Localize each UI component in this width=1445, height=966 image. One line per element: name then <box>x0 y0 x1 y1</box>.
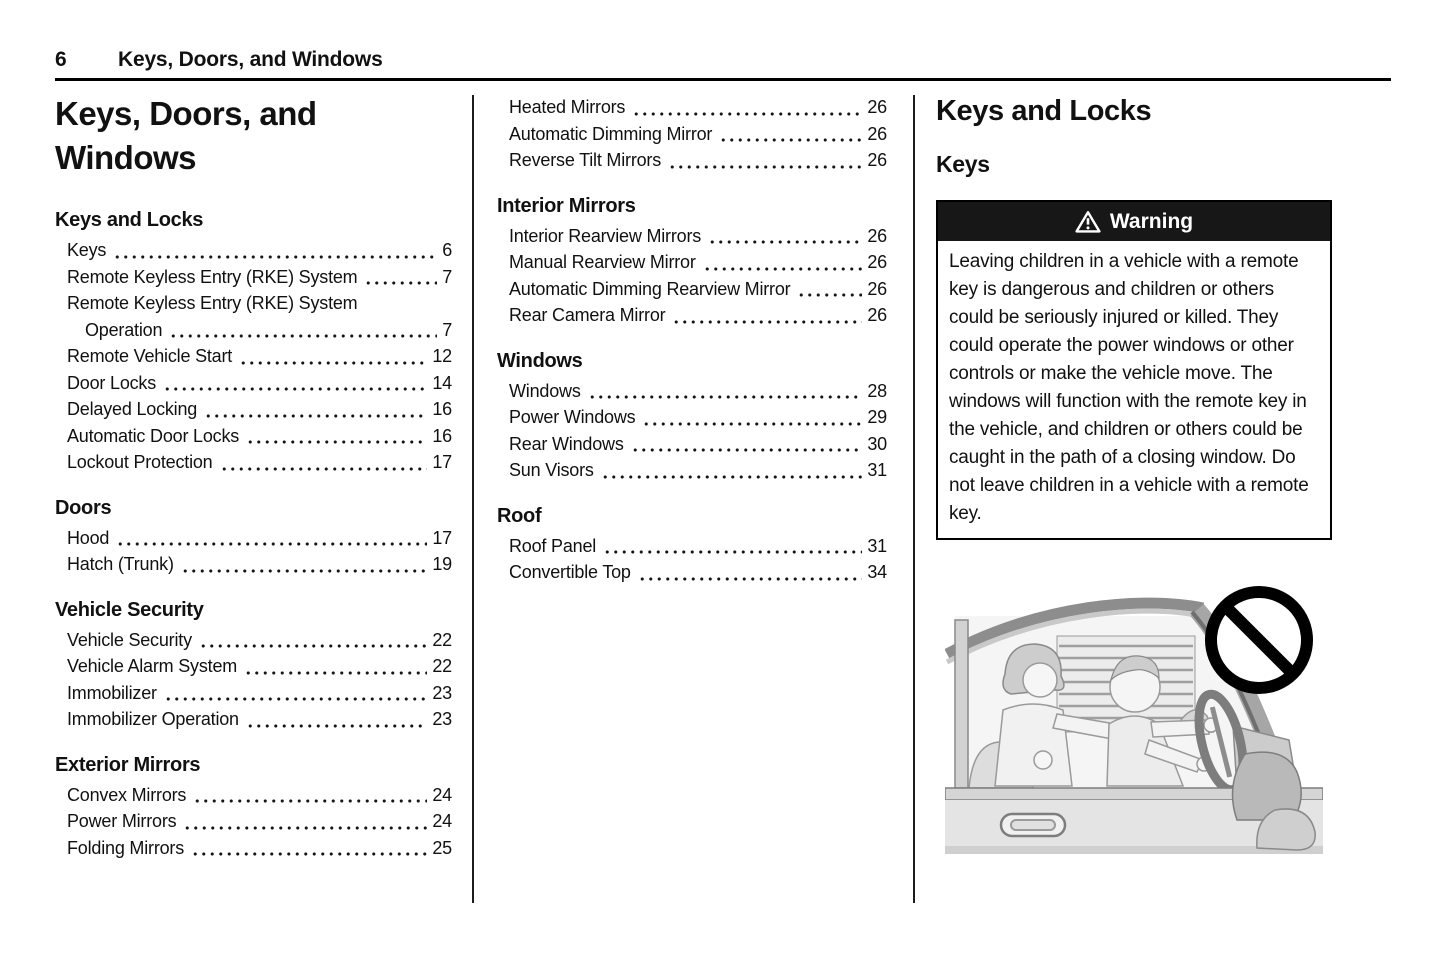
toc-leader-dots <box>631 448 863 452</box>
toc-entry-page: 26 <box>867 225 887 246</box>
toc-entry-page: 28 <box>867 380 887 401</box>
toc-entry-label: Manual Rearview Mirror <box>509 252 696 272</box>
toc-section-heading: Roof <box>497 504 542 527</box>
toc-entry <box>55 423 452 450</box>
toc-leader-dots <box>601 475 863 479</box>
toc-section <box>55 207 452 476</box>
toc-entry-label: Interior Rearview Mirrors <box>509 225 702 246</box>
toc-entry-page: 6 <box>442 240 452 260</box>
toc-leader-dots <box>116 542 427 546</box>
toc-entry-label: Immobilizer Operation <box>67 709 239 729</box>
toc-entry-page: 26 <box>867 252 887 272</box>
toc-column-2 <box>497 94 887 586</box>
toc-entry <box>55 237 452 264</box>
toc-entry-label: Reverse Tilt Mirrors <box>509 150 662 170</box>
toc-entry-page: 29 <box>867 407 887 427</box>
toc-entry-label: Convertible Top <box>509 562 631 582</box>
toc-leader-dots <box>588 395 863 399</box>
toc-entry-page: 16 <box>432 399 452 419</box>
toc-leader-dots <box>164 697 428 701</box>
column-divider-2 <box>913 95 915 903</box>
warning-title: Warning <box>1109 209 1194 233</box>
toc-leader-dots <box>703 267 863 271</box>
toc-section-heading: Exterior Mirrors <box>55 753 201 776</box>
door-handle <box>1001 814 1065 836</box>
toc-entry-label: Immobilizer <box>67 682 157 703</box>
toc-section <box>497 193 887 329</box>
toc-entry-page: 26 <box>867 305 887 325</box>
toc-entry-label: Operation <box>85 319 163 340</box>
toc-entry <box>497 559 887 586</box>
toc-leader-dots <box>220 467 428 471</box>
toc-entry <box>55 808 452 835</box>
toc-entry <box>55 680 452 707</box>
toc-section-heading: Keys and Locks <box>55 209 204 231</box>
toc-leader-dots <box>642 422 862 426</box>
toc-entry-label: Delayed Locking <box>67 399 198 419</box>
toc-entry <box>55 343 452 370</box>
toc-entry <box>55 396 452 423</box>
page-number: 6 <box>55 48 67 71</box>
toc-entry <box>497 223 887 250</box>
toc-section <box>497 348 887 484</box>
toc-entry <box>55 782 452 809</box>
toc-entry-page: 26 <box>867 97 887 117</box>
toc-section <box>497 503 887 586</box>
toc-entry <box>55 317 452 344</box>
toc-entry-page: 17 <box>432 452 452 472</box>
toc-entry-page: 31 <box>867 460 887 480</box>
toc-entry-label: Rear Windows <box>509 433 624 454</box>
toc-entry-page: 17 <box>432 527 452 548</box>
toc-leader-dots <box>672 320 862 324</box>
toc-leader-dots <box>163 387 427 391</box>
toc-section <box>55 597 452 733</box>
toc-leader-dots <box>193 799 427 803</box>
toc-entry-page: 7 <box>442 266 452 287</box>
toc-entry-page: 7 <box>442 319 452 340</box>
toc-entry-page: 24 <box>432 784 452 805</box>
toc-entry-page: 30 <box>867 433 887 454</box>
toc-entry-label: Sun Visors <box>509 460 594 480</box>
toc-entry-label: Heated Mirrors <box>509 97 626 117</box>
no-symbol-icon <box>1211 592 1307 688</box>
page-header-title: Keys, Doors, and Windows <box>118 48 383 71</box>
toc-entry-label: Remote Vehicle Start <box>67 346 233 366</box>
toc-entry-wrap-line: Remote Keyless Entry (RKE) System <box>67 293 358 313</box>
toc-entry-page: 26 <box>867 278 887 299</box>
toc-column-1 <box>55 92 452 861</box>
warning-text: Leaving children in a vehicle with a remote key is dangerous and children or others could be seriously injured or killed. They could operate the power windows or other controls or make the vehicle move. The windows will function with the remote key in the vehicle, and children or others could be caught in the path of a closing window. Do not leave children in a vehicle with a remote key. <box>949 251 1309 524</box>
toc-leader-dots <box>183 826 427 830</box>
toc-entry-label: Remote Keyless Entry (RKE) System <box>67 266 358 287</box>
page-header <box>55 48 1391 72</box>
toc-entry-label: Folding Mirrors <box>67 837 185 858</box>
toc-leader-dots <box>246 724 428 728</box>
toc-section-heading: Vehicle Security <box>55 598 204 621</box>
toc-list-1 <box>55 207 452 861</box>
toc-leader-dots <box>632 112 862 116</box>
toc-entry-page: 23 <box>432 709 452 729</box>
toc-leader-dots <box>603 550 862 554</box>
toc-section <box>497 94 887 174</box>
toc-entry-page: 34 <box>867 562 887 582</box>
warning-triangle-icon <box>1075 210 1101 234</box>
subsection-title: Keys <box>936 151 990 177</box>
toc-entry-label: Automatic Door Locks <box>67 425 240 446</box>
toc-entry-label: Automatic Dimming Mirror <box>509 123 713 144</box>
toc-entry <box>55 627 452 654</box>
toc-leader-dots <box>113 255 437 259</box>
toc-entry-page: 14 <box>432 372 452 393</box>
toc-entry-page: 19 <box>432 554 452 574</box>
toc-entry-label: Power Mirrors <box>67 811 177 831</box>
toc-entry-label: Rear Camera Mirror <box>509 305 666 325</box>
toc-section-heading: Interior Mirrors <box>497 194 636 217</box>
toc-leader-dots <box>169 334 437 338</box>
toc-leader-dots <box>638 577 863 581</box>
column-divider-1 <box>472 95 474 903</box>
toc-entry <box>497 533 887 560</box>
toc-entry-label: Vehicle Alarm System <box>67 656 238 676</box>
chapter-title: Keys, Doors, and Windows <box>55 95 317 176</box>
toc-list-2 <box>497 94 887 586</box>
toc-entry <box>55 653 452 680</box>
toc-leader-dots <box>199 644 428 648</box>
toc-entry-label: Lockout Protection <box>67 452 213 472</box>
toc-entry <box>55 551 452 578</box>
toc-entry <box>497 121 887 148</box>
toc-entry-label: Hood <box>67 527 110 548</box>
toc-leader-dots <box>181 569 428 573</box>
warning-header <box>938 202 1330 241</box>
toc-entry <box>55 449 452 476</box>
toc-entry <box>55 525 452 552</box>
section-title: Keys and Locks <box>936 95 1152 127</box>
toc-leader-dots <box>668 165 862 169</box>
toc-entry-page: 12 <box>432 346 452 366</box>
toc-entry-page: 25 <box>432 837 452 858</box>
toc-leader-dots <box>364 281 437 285</box>
toc-entry <box>497 94 887 121</box>
toc-entry <box>497 378 887 405</box>
toc-section-heading: Windows <box>497 349 583 372</box>
toc-entry-label: Convex Mirrors <box>67 784 187 805</box>
toc-section-heading: Doors <box>55 496 112 519</box>
toc-entry <box>55 706 452 733</box>
header-rule <box>55 78 1391 81</box>
toc-entry-label: Keys <box>67 240 107 260</box>
toc-leader-dots <box>239 361 427 365</box>
toc-leader-dots <box>204 414 427 418</box>
toc-entry <box>55 835 452 862</box>
toc-leader-dots <box>244 671 427 675</box>
toc-entry-page: 26 <box>867 123 887 144</box>
toc-entry <box>497 249 887 276</box>
toc-entry-page: 16 <box>432 425 452 446</box>
toc-section <box>55 495 452 578</box>
toc-leader-dots <box>719 138 862 142</box>
toc-leader-dots <box>246 440 427 444</box>
warning-illustration <box>945 574 1323 866</box>
toc-entry <box>497 457 887 484</box>
toc-entry-label: Vehicle Security <box>67 629 192 650</box>
toc-leader-dots <box>191 852 427 856</box>
toc-entry <box>497 302 887 329</box>
toc-entry-label: Door Locks <box>67 372 157 393</box>
toc-entry <box>497 404 887 431</box>
toc-entry-label: Roof Panel <box>509 535 597 556</box>
toc-entry-label: Hatch (Trunk) <box>67 554 174 574</box>
warning-box <box>936 200 1332 540</box>
toc-entry-page: 24 <box>432 811 452 831</box>
toc-entry <box>497 276 887 303</box>
content-column <box>936 92 1332 866</box>
toc-entry <box>497 147 887 174</box>
toc-leader-dots <box>708 240 862 244</box>
toc-entry-label: Windows <box>509 380 581 401</box>
toc-section <box>55 752 452 862</box>
toc-entry-page: 26 <box>867 150 887 170</box>
toc-entry-page: 22 <box>432 656 452 676</box>
toc-leader-dots <box>797 293 862 297</box>
toc-entry <box>55 264 452 291</box>
toc-entry-label: Power Windows <box>509 407 636 427</box>
toc-entry-page: 23 <box>432 682 452 703</box>
toc-entry-page: 22 <box>432 629 452 650</box>
toc-entry <box>497 431 887 458</box>
toc-entry-page: 31 <box>867 535 887 556</box>
toc-entry-label: Automatic Dimming Rearview Mirror <box>509 278 791 299</box>
toc-entry <box>55 370 452 397</box>
